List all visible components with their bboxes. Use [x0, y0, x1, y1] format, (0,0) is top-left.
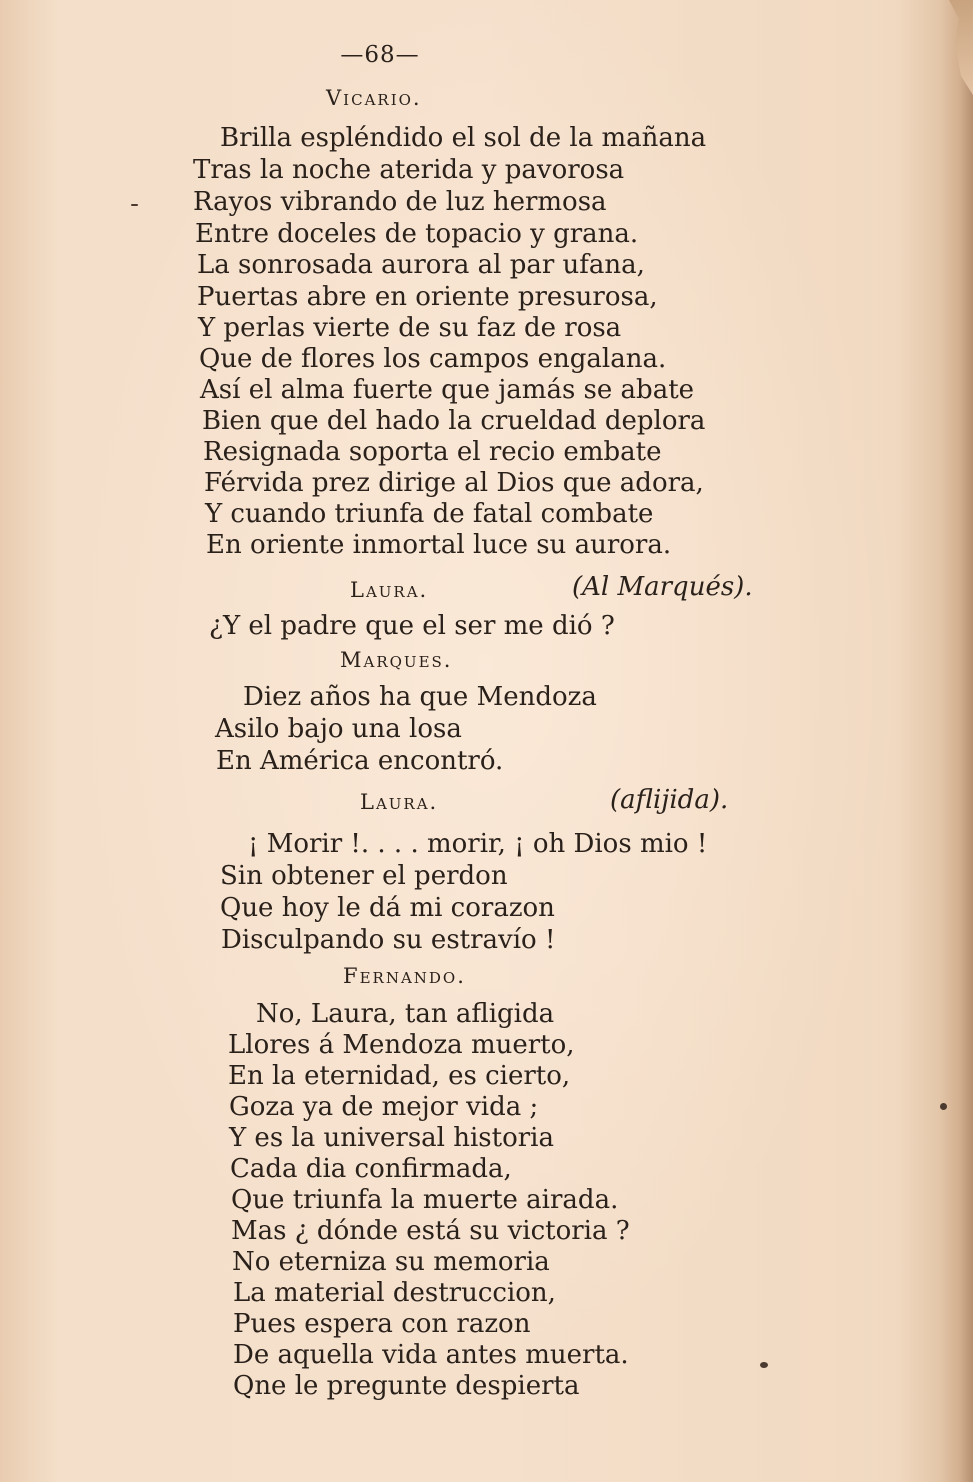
- verse-line: Llores á Mendoza muerto,: [228, 1030, 575, 1060]
- ink-spot: [940, 1103, 947, 1110]
- verse-line: Y cuando triunfa de fatal combate: [205, 499, 654, 529]
- verse-line: En la eternidad, es cierto,: [228, 1061, 571, 1091]
- verse-line: Qne le pregunte despierta: [233, 1371, 580, 1401]
- stage-direction: (aflijida).: [610, 785, 729, 815]
- verse-line: Rayos vibrando de luz hermosa: [193, 187, 607, 217]
- verse-line: Entre doceles de topacio y grana.: [195, 219, 639, 249]
- verse-line: Sin obtener el perdon: [220, 861, 508, 891]
- verse-line: ¡ Morir !. . . . morir, ¡ oh Dios mio !: [248, 829, 708, 859]
- verse-line: En América encontró.: [216, 746, 504, 776]
- verse-line: Brilla espléndido el sol de la mañana: [220, 123, 707, 153]
- verse-line: La material destruccion,: [233, 1278, 556, 1308]
- ink-spot: [131, 204, 138, 206]
- verse-line: Bien que del hado la crueldad deplora: [202, 406, 706, 436]
- verse-line: De aquella vida antes muerta.: [233, 1340, 629, 1370]
- page-number: —68—: [340, 42, 420, 68]
- verse-line: Y perlas vierte de su faz de rosa: [198, 313, 622, 343]
- speaker-laura: Laura.: [350, 578, 429, 602]
- verse-line: Diez años ha que Mendoza: [243, 682, 597, 712]
- verse-line: Que triunfa la muerte airada.: [231, 1185, 619, 1215]
- speaker-fernando: Fernando.: [343, 964, 466, 988]
- verse-line: Y es la universal historia: [229, 1123, 554, 1153]
- verse-line: La sonrosada aurora al par ufana,: [197, 250, 645, 280]
- speaker-marques: Marques.: [340, 648, 453, 672]
- verse-line: ¿Y el padre que el ser me dió ?: [209, 611, 615, 641]
- verse-line: Asilo bajo una losa: [215, 714, 462, 744]
- verse-line: En oriente inmortal luce su aurora.: [206, 530, 672, 560]
- verse-line: Disculpando su estravío !: [221, 925, 556, 955]
- verse-line: Que hoy le dá mi corazon: [220, 893, 555, 923]
- verse-line: Tras la noche aterida y pavorosa: [193, 155, 625, 185]
- verse-line: Resignada soporta el recio embate: [203, 437, 662, 467]
- stage-direction: (Al Marqués).: [572, 572, 753, 602]
- verse-line: Pues espera con razon: [233, 1309, 531, 1339]
- verse-line: No, Laura, tan afligida: [256, 999, 555, 1029]
- speaker-laura: Laura.: [360, 790, 439, 814]
- verse-line: Así el alma fuerte que jamás se abate: [200, 375, 695, 405]
- verse-line: Férvida prez dirige al Dios que adora,: [204, 468, 704, 498]
- verse-line: Cada dia confirmada,: [230, 1154, 512, 1184]
- verse-line: Puertas abre en oriente presurosa,: [197, 282, 658, 312]
- verse-line: Goza ya de mejor vida ;: [229, 1092, 539, 1122]
- verse-line: Mas ¿ dónde está su victoria ?: [231, 1216, 630, 1246]
- ink-spot: [760, 1362, 768, 1368]
- page-edge-shadow: [939, 0, 973, 1482]
- speaker-vicario: Vicario.: [326, 86, 422, 110]
- verse-line: Que de flores los campos engalana.: [199, 344, 667, 374]
- verse-line: No eterniza su memoria: [232, 1247, 550, 1277]
